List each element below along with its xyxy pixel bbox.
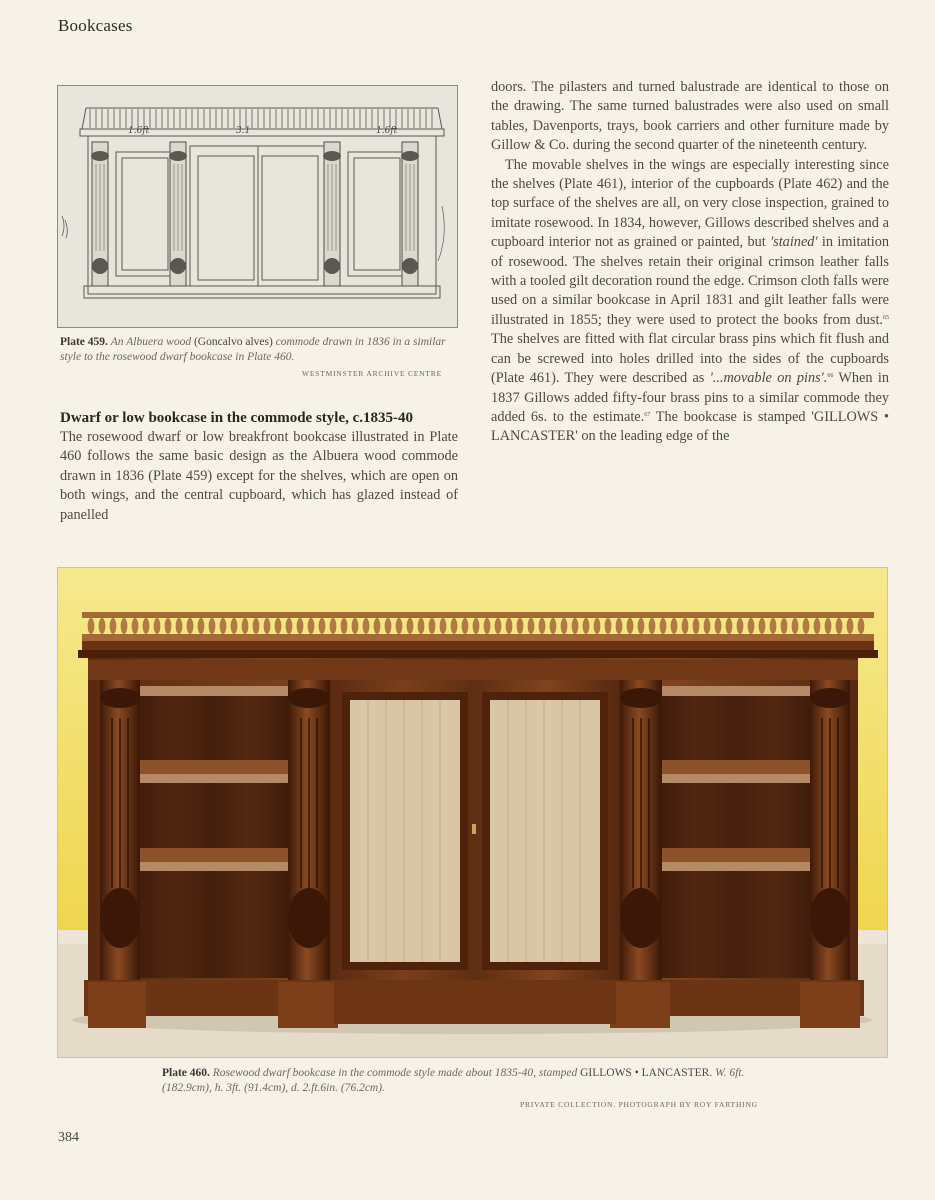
section-heading: Dwarf or low bookcase in the commode style, c.1835-40: [60, 410, 414, 426]
running-head: Bookcases: [58, 16, 133, 35]
plate-460-caption-a: Rosewood dwarf bookcase in the commode style made about 1835-40, stamped: [212, 1067, 578, 1079]
plate-459-caption-b: (Goncalvo alves): [193, 336, 273, 348]
footnote-67: 67: [644, 411, 651, 418]
p2-stained: 'stained': [770, 234, 818, 251]
commode-drawing: [58, 86, 457, 327]
p2-part-d: When in 1837 Gillows added fifty-four brass pins to a similar commode they added 6s. to the estimate.: [491, 370, 889, 425]
p2-part-b: in imitation of rosewood. The shelves retain their original crimson leather falls with a tooled gilt decoration round the edge. Crimson cloth falls were used on a similar bookcase in April 1831 and gilt leather falls were illustrated in 1855; they were used to protect the books from dust.: [491, 234, 889, 328]
plate-459-caption-c: commode drawn in 1836 in a similar style to the rosewood dwarf bookcase in Plate 460.: [60, 336, 446, 363]
p2-part-e: The bookcase is stamped 'GILLOWS • LANCASTER' on the leading edge of the: [491, 408, 889, 445]
right-paragraph-2: [491, 156, 889, 447]
p2-quote: '...movable on pins'.: [709, 370, 828, 387]
annotation-right: 1.6ft: [376, 126, 398, 136]
footnote-65: 65: [883, 314, 889, 321]
footnote-66: 66: [827, 373, 834, 380]
right-paragraph-1: doors. The pilasters and turned balustrade are identical to those on the drawing. The same turned balustrades were also used on small tables, Davenports, trays, book carriers and other furniture made by Gillow & Co. during the second quarter of the nineteenth century.: [491, 79, 889, 154]
p2-part-c: The shelves are fitted with flat circular brass pins which fit flush and can be screwed into holes drilled into the sides of the cupboards (Plate 461). They were described as: [491, 331, 889, 387]
right-column: [491, 78, 889, 447]
annotation-left: 1.6ft: [128, 126, 150, 136]
plate-460-number: Plate 460.: [162, 1067, 210, 1079]
plate-460-stamp: GILLOWS • LANCASTER.: [580, 1067, 713, 1079]
left-column: [60, 428, 458, 525]
plate-459-number: Plate 459.: [60, 336, 108, 348]
plate-460-photo: [57, 567, 888, 1058]
plate-460-credit: PRIVATE COLLECTION. PHOTOGRAPH BY ROY FARTHING: [520, 1100, 758, 1109]
plate-460-caption-b: W. 6ft. (182.9cm), h. 3ft. (91.4cm), d. 2.ft.6in. (76.2cm).: [162, 1067, 745, 1094]
plate-459-caption: [60, 335, 460, 365]
plate-459-credit: WESTMINSTER ARCHIVE CENTRE: [302, 369, 442, 378]
p2-part-a: The movable shelves in the wings are especially interesting since the shelves (Plate 461), interior of the cupboards (Plate 462) and the top surface of the shelves are all, on very close inspection, grained to imitate rosewood. In 1834, however, Gillows described shelves and a cupboard interior not as grained or painted, but: [491, 156, 889, 251]
left-paragraph: The rosewood dwarf or low breakfront bookcase illustrated in Plate 460 follows the same basic design as the Albuera wood commode drawn in 1836 (Plate 459) except for the shelves, which are open on both wings, and the central cupboard, which has glazed instead of panelled: [60, 429, 458, 523]
page-number: 384: [58, 1130, 79, 1145]
bookcase-illustration: [58, 568, 887, 1057]
annotation-centre: 3.1: [236, 126, 251, 136]
plate-460-caption: [162, 1066, 792, 1096]
plate-459-drawing: [57, 85, 458, 328]
plate-459-caption-a: An Albuera wood: [110, 336, 192, 348]
